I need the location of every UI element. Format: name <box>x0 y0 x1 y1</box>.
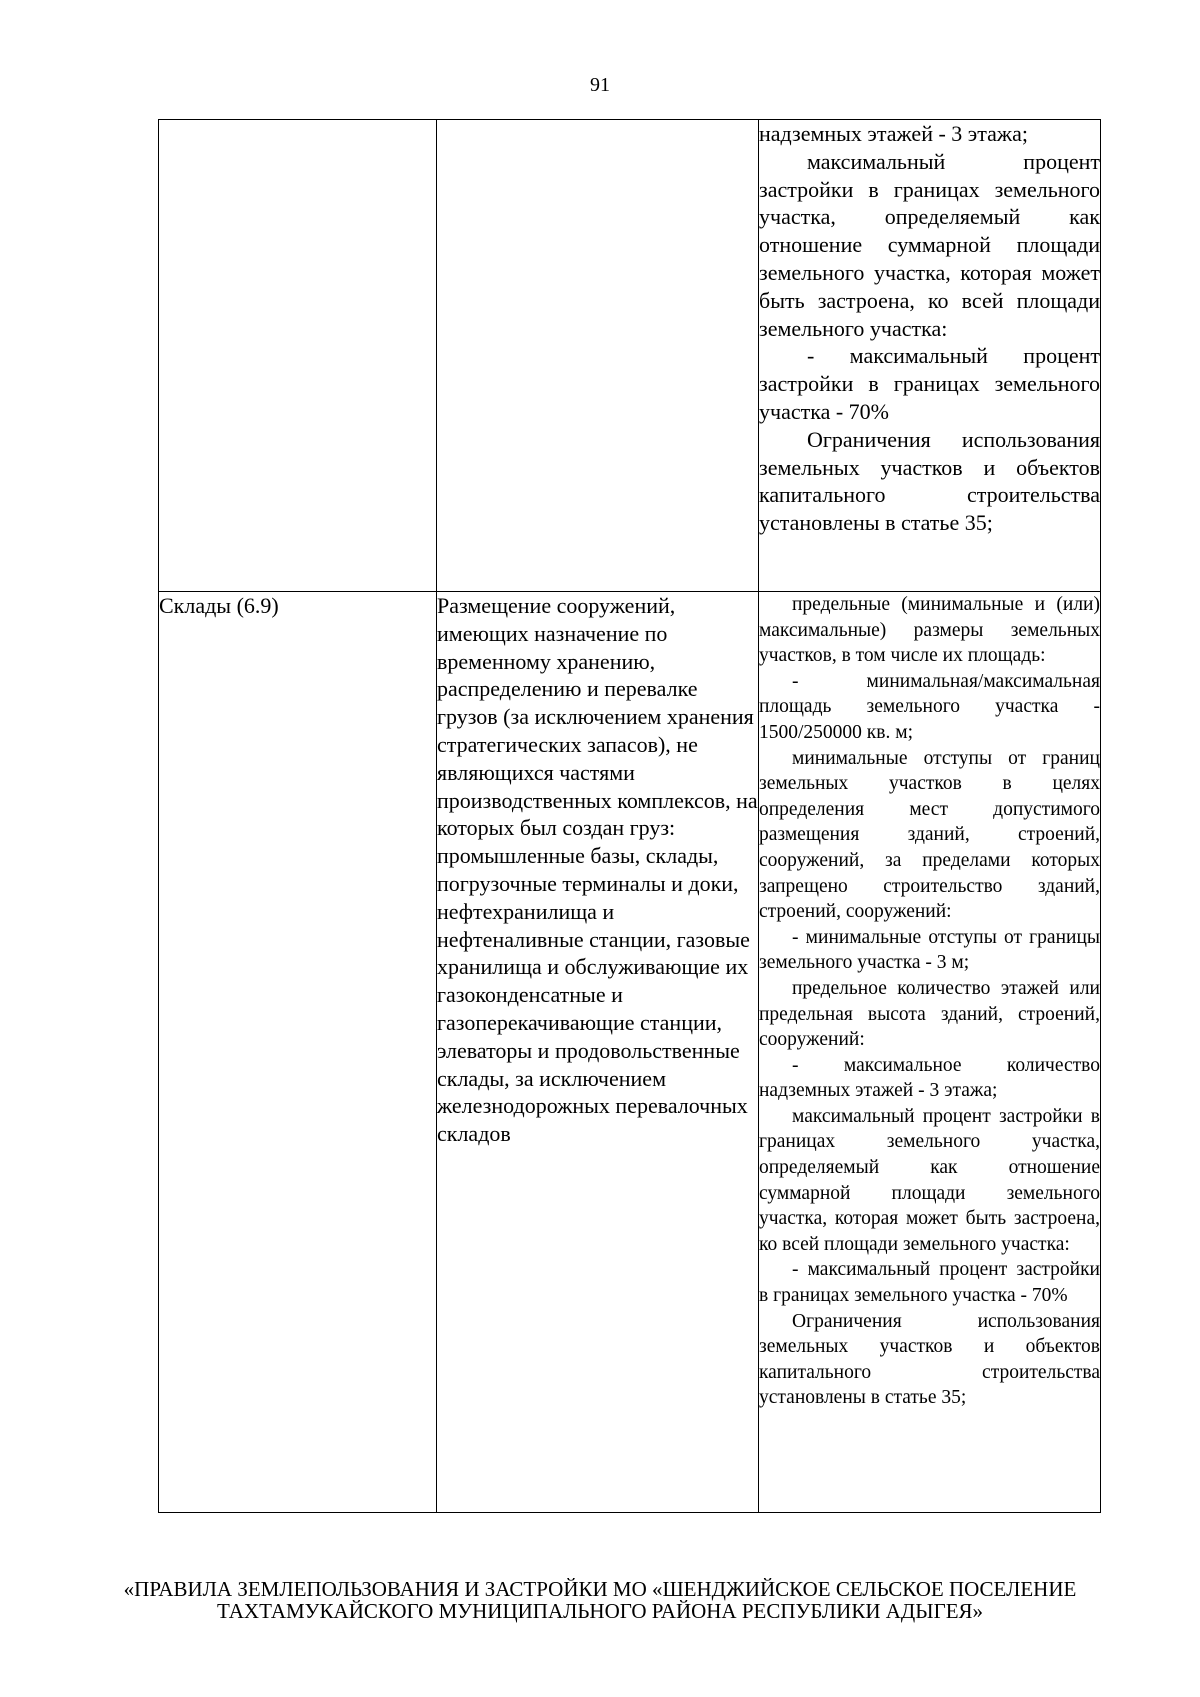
footer-line: ТАХТАМУКАЙСКОГО МУНИЦИПАЛЬНОГО РАЙОНА РЕСПУБЛИКИ АДЫГЕЯ» <box>216 1599 984 1623</box>
table-row <box>159 120 1101 592</box>
paragraph: минимальные отступы от границ земельных участков в целях определения мест допустимого размещения зданий, строений, сооружений, за пределами которых запрещено строительство зданий, строений, сооружений: <box>759 747 1100 923</box>
document-footer <box>0 1578 1200 1622</box>
row1-use-type-cell <box>159 120 437 592</box>
paragraph: - минимальная/максимальная площадь земельного участка - 1500/250000 кв. м; <box>759 670 1100 743</box>
zoning-regulations-table <box>158 119 1101 1513</box>
paragraph: предельные (минимальные и (или) максимальные) размеры земельных участков, в том числе их площадь: <box>759 594 1100 667</box>
row2-description-cell <box>437 592 759 1513</box>
row2-use-type-cell <box>159 592 437 1513</box>
paragraph: - минимальные отступы от границы земельного участка - 3 м; <box>759 926 1100 974</box>
paragraph: Ограничения использования земельных участков и объектов капитального строительства установлены в статье 35; <box>759 1310 1100 1409</box>
use-type-label: Склады (6.9) <box>159 593 279 618</box>
paragraph: - максимальное количество надземных этажей - 3 этажа; <box>759 1054 1100 1102</box>
page-number: 91 <box>590 74 610 96</box>
use-description: Размещение сооружений, имеющих назначение по временному хранению, распределению и перевалке грузов (за исключением хранения стратегических запасов), не являющихся частями производственных комплексов, на которых был создан груз: промышленные базы, склады, погрузочные терминалы и доки, нефтехранилища и нефтеналивные станции, газовые хранилища и обслуживающие их газоконденсатные и газоперекачивающие станции, элеваторы и продовольственные склады, за исключением железнодорожных перевалочных складов <box>437 593 758 1147</box>
paragraph: - максимальный процент застройки в границах земельного участка - 70% <box>759 1259 1100 1307</box>
row1-description-cell <box>437 120 759 592</box>
paragraph: предельное количество этажей или предельная высота зданий, строений, сооружений: <box>759 977 1100 1051</box>
paragraph: надземных этажей - 3 этажа; <box>759 121 1028 146</box>
paragraph: максимальный процент застройки в границах земельного участка, определяемый как отношение суммарной площади земельного участка, которая может быть застроена, ко всей площади земельного участка: <box>759 1105 1100 1255</box>
paragraph: максимальный процент застройки в границах земельного участка, определяемый как отношение суммарной площади земельного участка, которая может быть застроена, ко всей площади земельного участка: <box>759 148 1100 341</box>
table-row <box>159 592 1101 1513</box>
paragraph: Ограничения использования земельных участков и объектов капитального строительства установлены в статье 35; <box>759 426 1100 536</box>
footer-line: «ПРАВИЛА ЗЕМЛЕПОЛЬЗОВАНИЯ И ЗАСТРОЙКИ МО «ШЕНДЖИЙСКОЕ СЕЛЬСКОЕ ПОСЕЛЕНИЕ <box>123 1577 1077 1601</box>
row2-parameters-cell <box>759 592 1101 1513</box>
paragraph: - максимальный процент застройки в границах земельного участка - 70% <box>759 343 1100 424</box>
row1-parameters-cell <box>759 120 1101 592</box>
